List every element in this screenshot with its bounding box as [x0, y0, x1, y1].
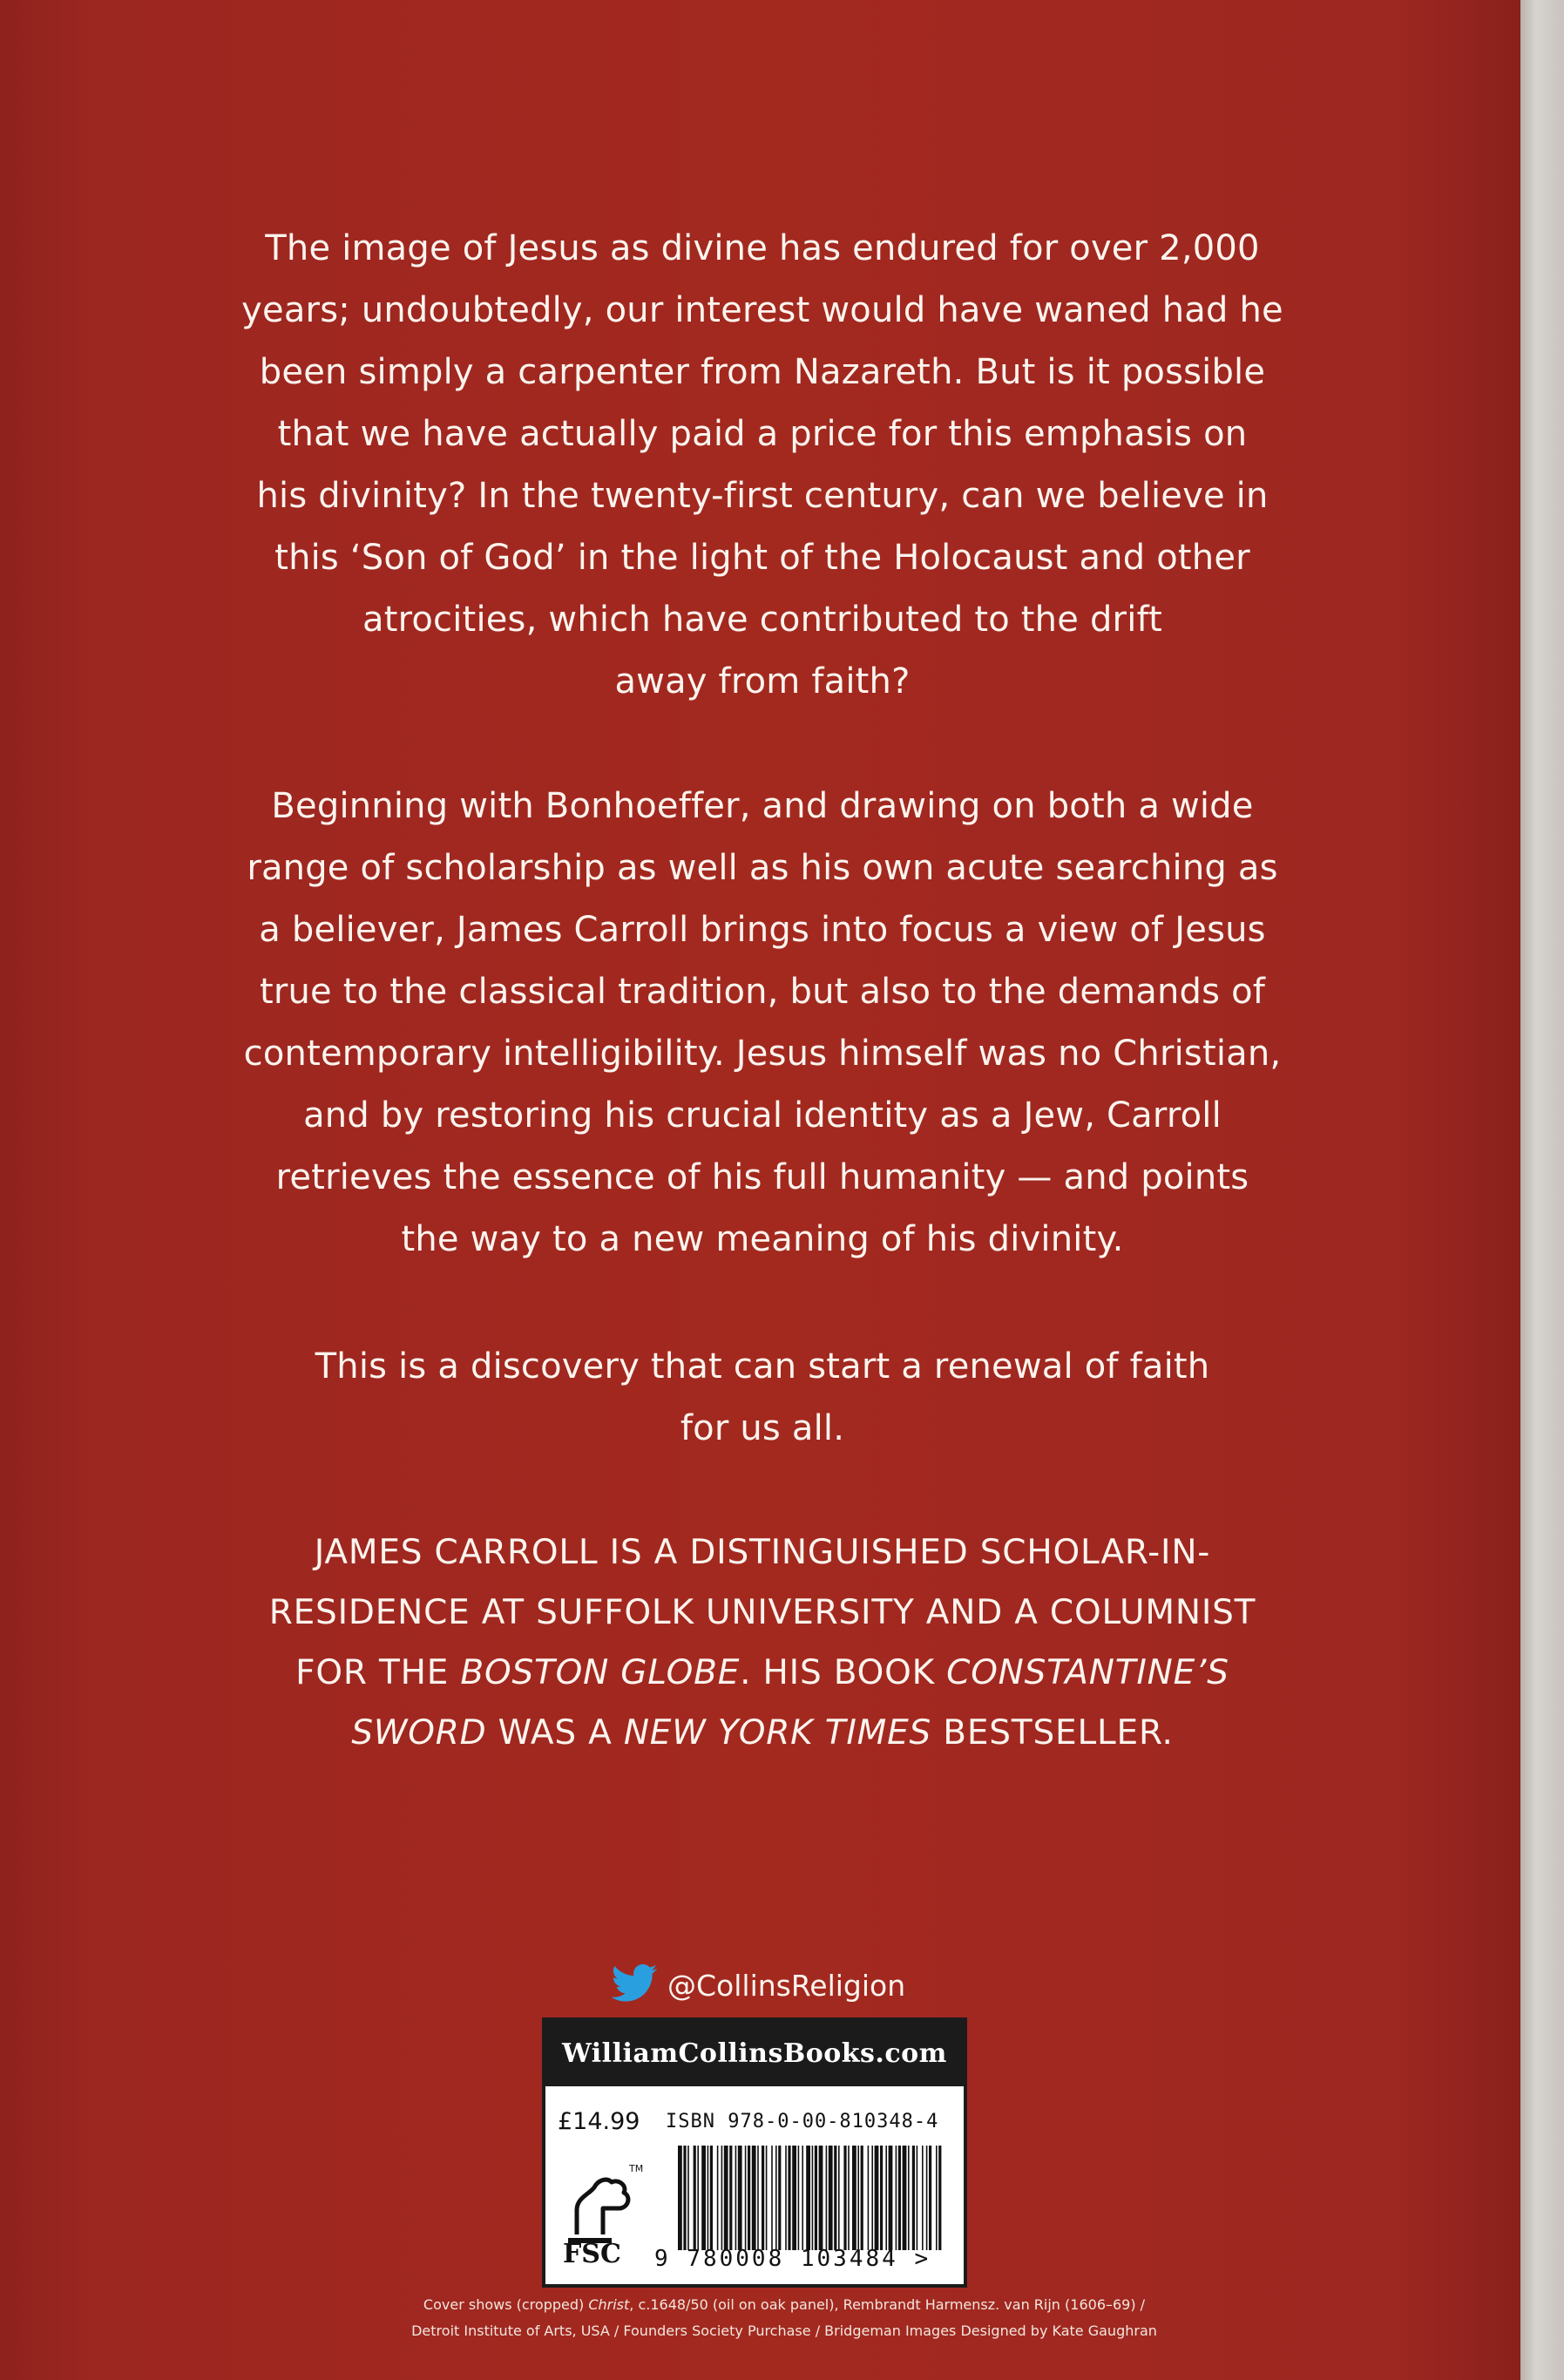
barcode-bar	[697, 2146, 699, 2250]
barcode-bar	[903, 2146, 907, 2250]
barcode-bar	[871, 2146, 873, 2250]
barcode-bar	[687, 2146, 689, 2250]
barcode-bar	[819, 2146, 823, 2250]
blurb-line: true to the classical tradition, but also to the demands of	[259, 972, 1266, 1012]
barcode-bar	[917, 2146, 918, 2250]
blurb-paragraph-1	[200, 218, 1324, 713]
barcode-bar	[938, 2146, 941, 2250]
blurb-line: and by restoring his crucial identity as a Jew, Carroll	[303, 1095, 1222, 1136]
barcode-bar	[752, 2146, 756, 2250]
barcode-bar	[745, 2146, 747, 2250]
fsc-tm: TM	[629, 2163, 644, 2174]
barcode-bar	[766, 2146, 768, 2250]
barcode-bar	[778, 2146, 781, 2250]
barcode-bar	[735, 2146, 737, 2250]
bio-line: RESIDENCE AT SUFFOLK UNIVERSITY AND A COLUMNIST	[268, 1593, 1256, 1632]
barcode-bar	[748, 2146, 750, 2250]
barcode-bar	[826, 2146, 828, 2250]
barcode-box	[542, 2017, 967, 2288]
price: £14.99	[558, 2108, 640, 2135]
blurb-line: Beginning with Bonhoeffer, and drawing on both a wide	[271, 786, 1254, 826]
blurb-paragraph-2	[200, 776, 1324, 1271]
cover-credits	[261, 2292, 1307, 2344]
bio-text: BESTSELLER.	[931, 1713, 1174, 1753]
credit-text: , c.1648/50 (oil on oak panel), Rembrandt Harmensz. van Rijn (1606–69) /	[629, 2296, 1146, 2313]
bio-line	[200, 1703, 1324, 1763]
twitter-handle	[610, 1959, 958, 2011]
blurb-line: that we have actually paid a price for this emphasis on	[277, 414, 1248, 454]
barcode-bar	[875, 2146, 879, 2250]
barcode-bar	[683, 2146, 686, 2250]
bio-text: . HIS BOOK	[740, 1653, 947, 1692]
barcode-bar	[908, 2146, 910, 2250]
bio-italic: BOSTON GLOBE	[460, 1653, 741, 1692]
barcode-bar	[838, 2146, 840, 2250]
blurb-line: this ‘Son of God’ in the light of the Holocaust and other	[274, 538, 1250, 578]
barcode-bar	[936, 2146, 938, 2250]
credit-text: Cover shows (cropped)	[423, 2296, 589, 2313]
isbn: ISBN 978-0-00-810348-4	[666, 2111, 939, 2133]
barcode-bar	[710, 2146, 713, 2250]
barcode-bar	[912, 2146, 915, 2250]
bio-italic: NEW YORK TIMES	[623, 1713, 932, 1753]
barcode-bar	[762, 2146, 764, 2250]
barcode-bar	[889, 2146, 893, 2250]
blurb-line: his divinity? In the twenty-first century, can we believe in	[256, 476, 1269, 516]
barcode-bar	[861, 2146, 863, 2250]
barcode-bar	[815, 2146, 817, 2250]
barcode-bar	[771, 2146, 773, 2250]
blurb-line: The image of Jesus as divine has endured for over 2,000	[265, 228, 1260, 268]
bio-text: WAS A	[486, 1713, 624, 1753]
credit-italic: Christ	[588, 2296, 630, 2313]
blurb-line: This is a discovery that can start a renewal of faith	[315, 1346, 1210, 1387]
bio-text: FOR THE	[295, 1653, 461, 1692]
twitter-handle-text: @CollinsReligion	[667, 1968, 906, 2003]
blurb-line: retrieves the essence of his full humanity — and points	[275, 1157, 1249, 1197]
barcode-bar	[738, 2146, 742, 2250]
blurb-line: the way to a new meaning of his divinity.	[401, 1219, 1124, 1259]
bio-italic: CONSTANTINE’S	[946, 1653, 1229, 1692]
barcode-bar	[788, 2146, 790, 2250]
barcode-icon	[676, 2146, 946, 2250]
barcode-bar	[708, 2146, 709, 2250]
blurb-line: away from faith?	[614, 661, 911, 702]
barcode-bar	[802, 2146, 803, 2250]
barcode-bar	[678, 2146, 682, 2250]
barcode-bar	[922, 2146, 924, 2250]
barcode-bar	[885, 2146, 887, 2250]
barcode-bar	[798, 2146, 800, 2250]
blurb-line: been simply a carpenter from Nazareth. But is it possible	[259, 352, 1266, 392]
blurb-line: contemporary intelligibility. Jesus himself was no Christian,	[243, 1034, 1282, 1074]
barcode-bar	[857, 2146, 859, 2250]
barcode-bar	[848, 2146, 850, 2250]
barcode-bar	[829, 2146, 833, 2250]
barcode-bar	[694, 2146, 696, 2250]
barcode-bar	[785, 2146, 787, 2250]
barcode-bar	[929, 2146, 931, 2250]
barcode-bar	[724, 2146, 728, 2250]
blurb-line: atrocities, which have contributed to the drift	[362, 600, 1162, 640]
barcode-bar	[926, 2146, 928, 2250]
blurb-line: for us all.	[680, 1408, 845, 1448]
barcode-bar	[775, 2146, 777, 2250]
barcode-bar	[792, 2146, 796, 2250]
blurb-line: range of scholarship as well as his own acute searching as	[247, 848, 1278, 888]
barcode-number: 9 780008 103484 >	[654, 2246, 931, 2272]
publisher-website: WilliamCollinsBooks.com	[545, 2021, 964, 2086]
credit-line	[261, 2292, 1307, 2318]
blurb-line: years; undoubtedly, our interest would have waned had he	[241, 290, 1283, 330]
barcode-bar	[843, 2146, 846, 2250]
credit-line: Detroit Institute of Arts, USA / Founders Society Purchase / Bridgeman Images Designed by Kate Gaughran	[411, 2322, 1157, 2339]
barcode-bar	[729, 2146, 732, 2250]
barcode-bar	[880, 2146, 883, 2250]
bio-line	[200, 1643, 1324, 1703]
barcode-bar	[757, 2146, 759, 2250]
twitter-bird-icon	[610, 1963, 659, 2007]
barcode-bar	[852, 2146, 856, 2250]
blurb-paragraph-3	[200, 1336, 1324, 1460]
bio-line: JAMES CARROLL IS A DISTINGUISHED SCHOLAR-IN-	[314, 1533, 1211, 1572]
barcode-bar	[898, 2146, 901, 2250]
barcode-bar	[721, 2146, 723, 2250]
barcode-bar	[868, 2146, 870, 2250]
barcode-bar	[834, 2146, 836, 2250]
barcode-bar	[812, 2146, 814, 2250]
bio-italic: SWORD	[351, 1713, 487, 1753]
blurb-line: a believer, James Carroll brings into focus a view of Jesus	[259, 910, 1266, 950]
barcode-bar	[717, 2146, 719, 2250]
barcode-bar	[806, 2146, 810, 2250]
fsc-label: FSC	[563, 2239, 621, 2269]
author-bio	[200, 1522, 1324, 1763]
barcode-bar	[701, 2146, 706, 2250]
barcode-bar	[896, 2146, 897, 2250]
page-edge	[1520, 0, 1564, 2380]
